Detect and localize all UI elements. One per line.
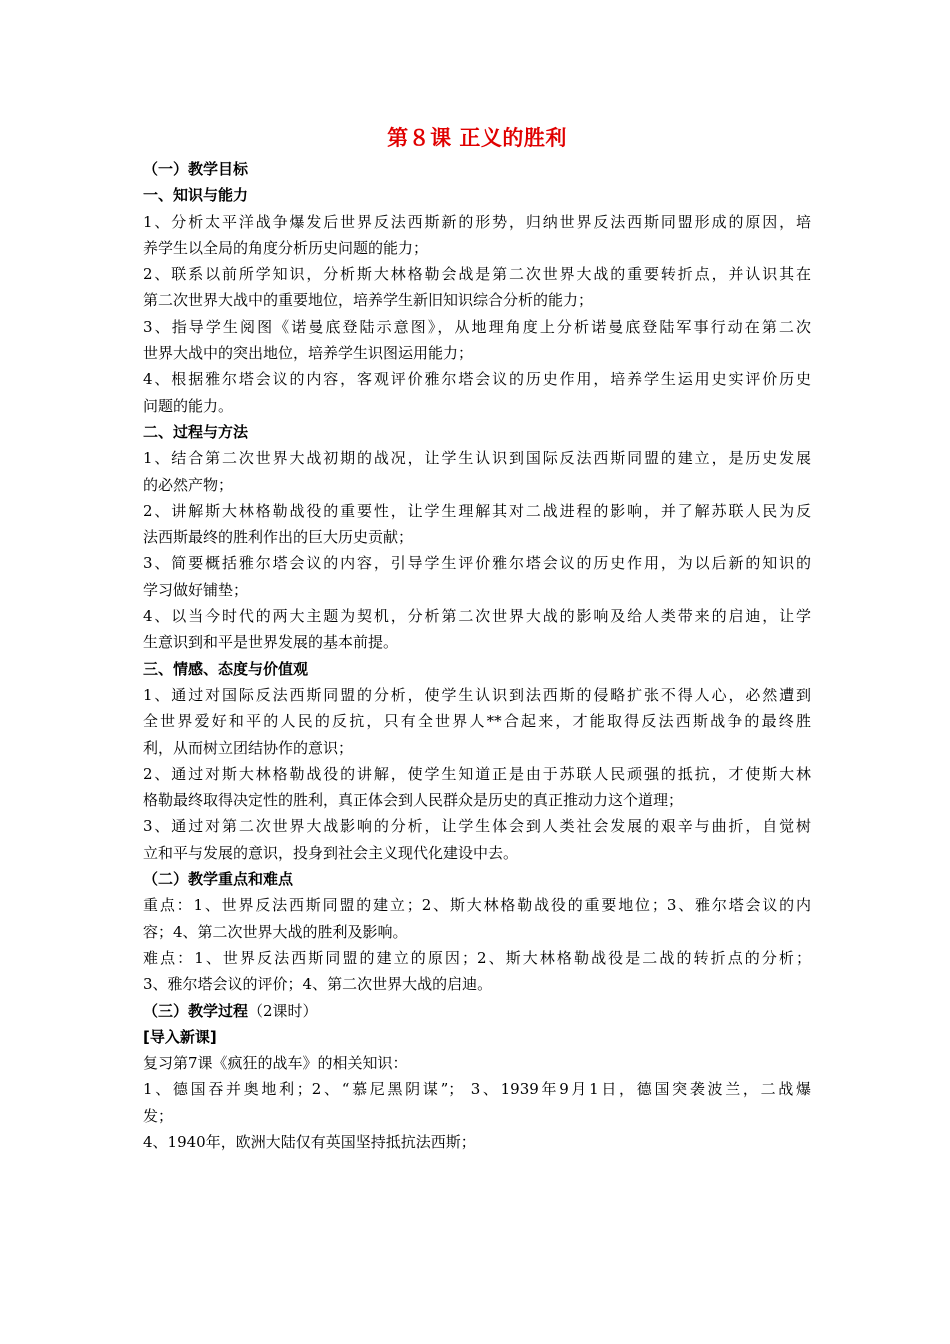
text-line xyxy=(143,498,811,524)
text-line xyxy=(143,445,811,471)
line-text: 世界大战中的突出地位，培养学生识图运用能力； xyxy=(143,344,474,363)
text-line xyxy=(143,1076,811,1102)
line-text: 3、简要概括雅尔塔会议的内容，引导学生评价雅尔塔会议的历史作用，为以后新的知识的 xyxy=(143,554,811,573)
text-line xyxy=(143,209,811,235)
text-line xyxy=(143,314,811,340)
line-text: 2、讲解斯大林格勒战役的重要性，让学生理解其对二战进程的影响，并了解苏联人民为反 xyxy=(143,501,811,520)
text-line xyxy=(143,682,811,708)
line-text: 4、以当今时代的两大主题为契机，分析第二次世界大战的影响及给人类带来的启迪，让学 xyxy=(143,607,811,626)
line-text: 发； xyxy=(143,1106,174,1125)
text-line xyxy=(143,840,811,866)
line-text: 1、德国吞并奥地利；2、“慕尼黑阴谋”； 3、1939年9月1日，德国突袭波兰，二战爆 xyxy=(143,1080,811,1099)
text-line xyxy=(143,813,811,839)
text-line xyxy=(143,261,811,287)
line-text: 养学生以全局的角度分析历史问题的能力； xyxy=(143,238,429,257)
line-text: 3、指导学生阅图《诺曼底登陆示意图》，从地理角度上分析诺曼底登陆军事行动在第二次 xyxy=(143,317,811,336)
text-line xyxy=(143,735,811,761)
document-body xyxy=(143,156,811,1155)
section-heading xyxy=(143,156,811,182)
line-text: 生意识到和平是世界发展的基本前提。 xyxy=(143,633,399,652)
line-text: 第二次世界大战中的重要地位，培养学生新旧知识综合分析的能力； xyxy=(143,291,594,310)
text-line xyxy=(143,393,811,419)
line-text: 1、通过对国际反法西斯同盟的分析，使学生认识到法西斯的侵略扩张不得人心，必然遭到 xyxy=(143,685,811,704)
text-line xyxy=(143,919,811,945)
heading-text: 二、过程与方法 xyxy=(143,422,249,441)
line-text: 复习第7课《疯狂的战车》的相关知识： xyxy=(143,1054,408,1073)
section-heading xyxy=(143,998,811,1024)
line-text: 利，从而树立团结协作的意识； xyxy=(143,738,354,757)
line-text: 重点：1、世界反法西斯同盟的建立；2、斯大林格勒战役的重要地位；3、雅尔塔会议的内 xyxy=(143,896,811,915)
heading-text: （三）教学过程 xyxy=(143,1001,249,1020)
text-line xyxy=(143,340,811,366)
text-line xyxy=(143,235,811,261)
line-text: 格勒最终取得决定性的胜利，真正体会到人民群众是历史的真正推动力这个道理； xyxy=(143,791,684,810)
line-text: 立和平与发展的意识，投身到社会主义现代化建设中去。 xyxy=(143,843,519,862)
line-text: 4、1940年，欧洲大陆仅有英国坚持抵抗法西斯； xyxy=(143,1132,476,1151)
line-text: 的必然产物； xyxy=(143,475,234,494)
text-line xyxy=(143,366,811,392)
heading-text: （一）教学目标 xyxy=(143,160,249,178)
text-line xyxy=(143,603,811,629)
text-line xyxy=(143,787,811,813)
heading-suffix: （2课时） xyxy=(248,1001,318,1020)
section-heading xyxy=(143,182,811,208)
text-line xyxy=(143,524,811,550)
text-line xyxy=(143,1050,811,1076)
lesson-title: 第８课 正义的胜利 xyxy=(387,126,567,150)
line-text: 难点：1、世界反法西斯同盟的建立的原因；2、斯大林格勒战役是二战的转折点的分析； xyxy=(143,948,811,967)
line-text: 2、通过对斯大林格勒战役的讲解，使学生知道正是由于苏联人民顽强的抵抗，才使斯大林 xyxy=(143,764,811,783)
line-text: 法西斯最终的胜利作出的巨大历史贡献； xyxy=(143,528,414,547)
line-text: 2、联系以前所学知识，分析斯大林格勒会战是第二次世界大战的重要转折点，并认识其在 xyxy=(143,265,811,284)
text-line xyxy=(143,577,811,603)
section-heading xyxy=(143,656,811,682)
text-line xyxy=(143,945,811,971)
heading-text: （二）教学重点和难点 xyxy=(143,870,294,889)
text-line xyxy=(143,550,811,576)
line-text: 学习做好铺垫； xyxy=(143,580,249,599)
text-line xyxy=(143,629,811,655)
line-text: 3、雅尔塔会议的评价；4、第二次世界大战的启迪。 xyxy=(143,975,493,994)
text-line xyxy=(143,892,811,918)
text-line xyxy=(143,1129,811,1155)
text-line xyxy=(143,472,811,498)
text-line xyxy=(143,971,811,997)
text-line xyxy=(143,1103,811,1129)
line-text: 1、分析太平洋战争爆发后世界反法西斯新的形势，归纳世界反法西斯同盟形成的原因，培 xyxy=(143,212,811,231)
line-text: 问题的能力。 xyxy=(143,396,234,415)
text-line xyxy=(143,708,811,734)
heading-text: 三、情感、态度与价值观 xyxy=(143,659,309,678)
section-heading xyxy=(143,1024,811,1050)
line-text: 1、结合第二次世界大战初期的战况，让学生认识到国际反法西斯同盟的建立，是历史发展 xyxy=(143,449,811,468)
heading-text: [导入新课] xyxy=(143,1027,217,1046)
text-line xyxy=(143,761,811,787)
line-text: 全世界爱好和平的人民的反抗，只有全世界人**合起来，才能取得反法西斯战争的最终胜 xyxy=(143,712,811,731)
line-text: 4、根据雅尔塔会议的内容，客观评价雅尔塔会议的历史作用，培养学生运用史实评价历史 xyxy=(143,370,811,389)
heading-text: 一、知识与能力 xyxy=(143,186,249,205)
text-line xyxy=(143,287,811,313)
section-heading xyxy=(143,866,811,892)
line-text: 容；4、第二次世界大战的胜利及影响。 xyxy=(143,922,408,941)
section-heading xyxy=(143,419,811,445)
line-text: 3、通过对第二次世界大战影响的分析，让学生体会到人类社会发展的艰辛与曲折，自觉树 xyxy=(143,817,811,836)
